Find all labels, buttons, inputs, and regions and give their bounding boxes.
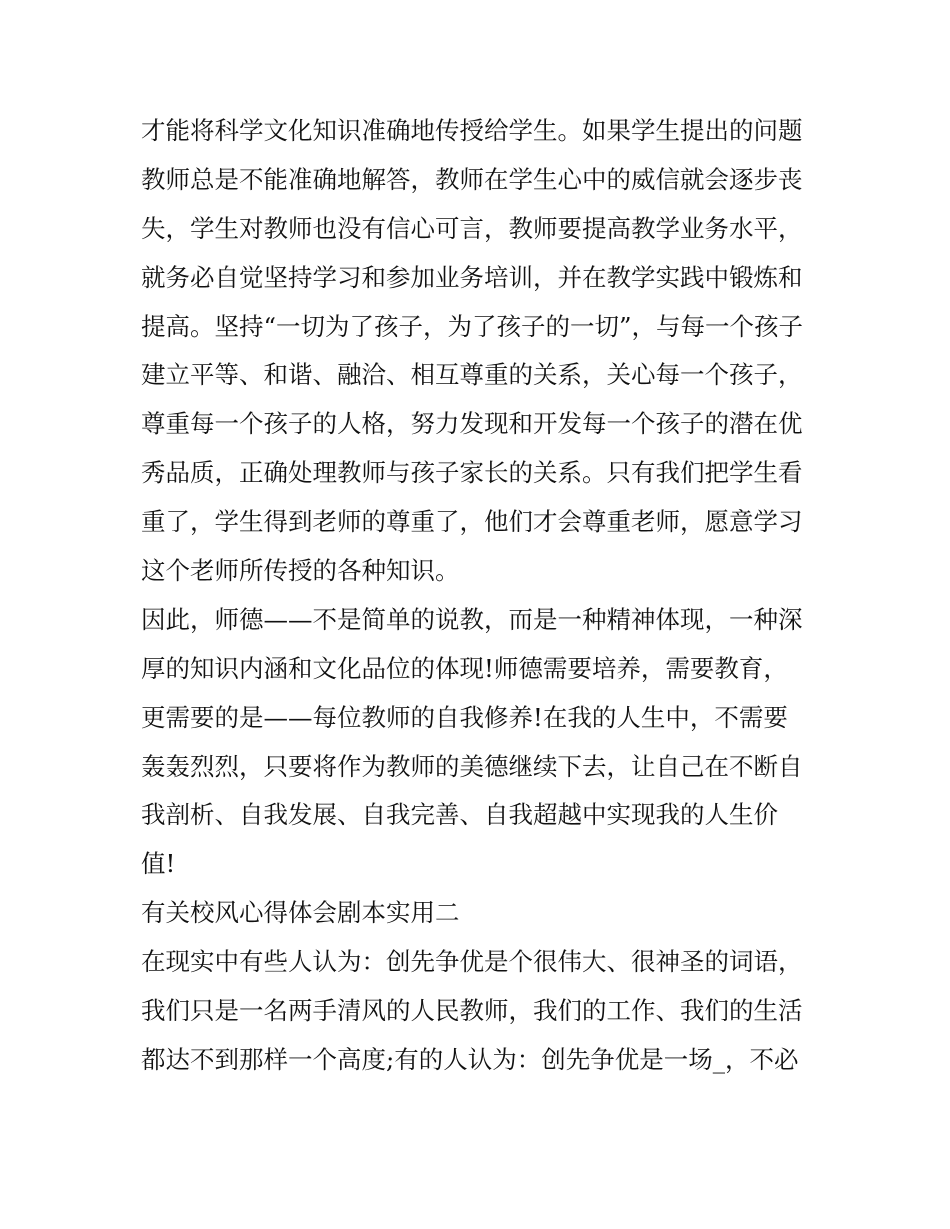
text-line: 厚的知识内涵和文化品位的体现!师德需要培养，需要教育，	[141, 653, 788, 683]
text-line: 失，学生对教师也没有信心可言，教师要提高教学业务水平，	[141, 213, 803, 243]
text-line: 教师总是不能准确地解答，教师在学生心中的威信就会逐步丧	[141, 164, 803, 194]
text-line: 轰轰烈烈，只要将作为教师的美德继续下去，让自己在不断自	[141, 751, 803, 781]
text-line: 值!	[141, 849, 176, 879]
text-line: 都达不到那样一个高度;有的人认为：创先争优是一场_，不必	[141, 1044, 799, 1074]
document-body	[141, 107, 821, 1085]
text-line: 因此，师德——不是简单的说教，而是一种精神体现，一种深	[141, 604, 803, 634]
text-line: 我们只是一名两手清风的人民教师，我们的工作、我们的生活	[141, 996, 803, 1026]
text-line: 更需要的是——每位教师的自我修养!在我的人生中，不需要	[141, 702, 788, 732]
text-line: 才能将科学文化知识准确地传授给学生。如果学生提出的问题	[141, 116, 803, 145]
text-line: 建立平等、和谐、融洽、相互尊重的关系，关心每一个孩子，	[141, 360, 803, 390]
text-line: 秀品质，正确处理教师与孩子家长的关系。只有我们把学生看	[141, 458, 803, 488]
text-line: 提高。坚持“一切为了孩子，为了孩子的一切”，与每一个孩子	[141, 311, 804, 341]
section-heading: 有关校风心得体会剧本实用二	[141, 898, 460, 928]
text-line: 我剖析、自我发展、自我完善、自我超越中实现我的人生价	[141, 800, 778, 830]
text-line: 就务必自觉坚持学习和参加业务培训，并在教学实践中锻炼和	[141, 262, 803, 292]
text-line: 这个老师所传授的各种知识。	[141, 556, 460, 586]
text-line: 在现实中有些人认为：创先争优是个很伟大、很神圣的词语，	[141, 947, 803, 977]
text-line: 重了，学生得到老师的尊重了，他们才会尊重老师，愿意学习	[141, 507, 803, 537]
text-line: 尊重每一个孩子的人格，努力发现和开发每一个孩子的潜在优	[141, 409, 803, 439]
